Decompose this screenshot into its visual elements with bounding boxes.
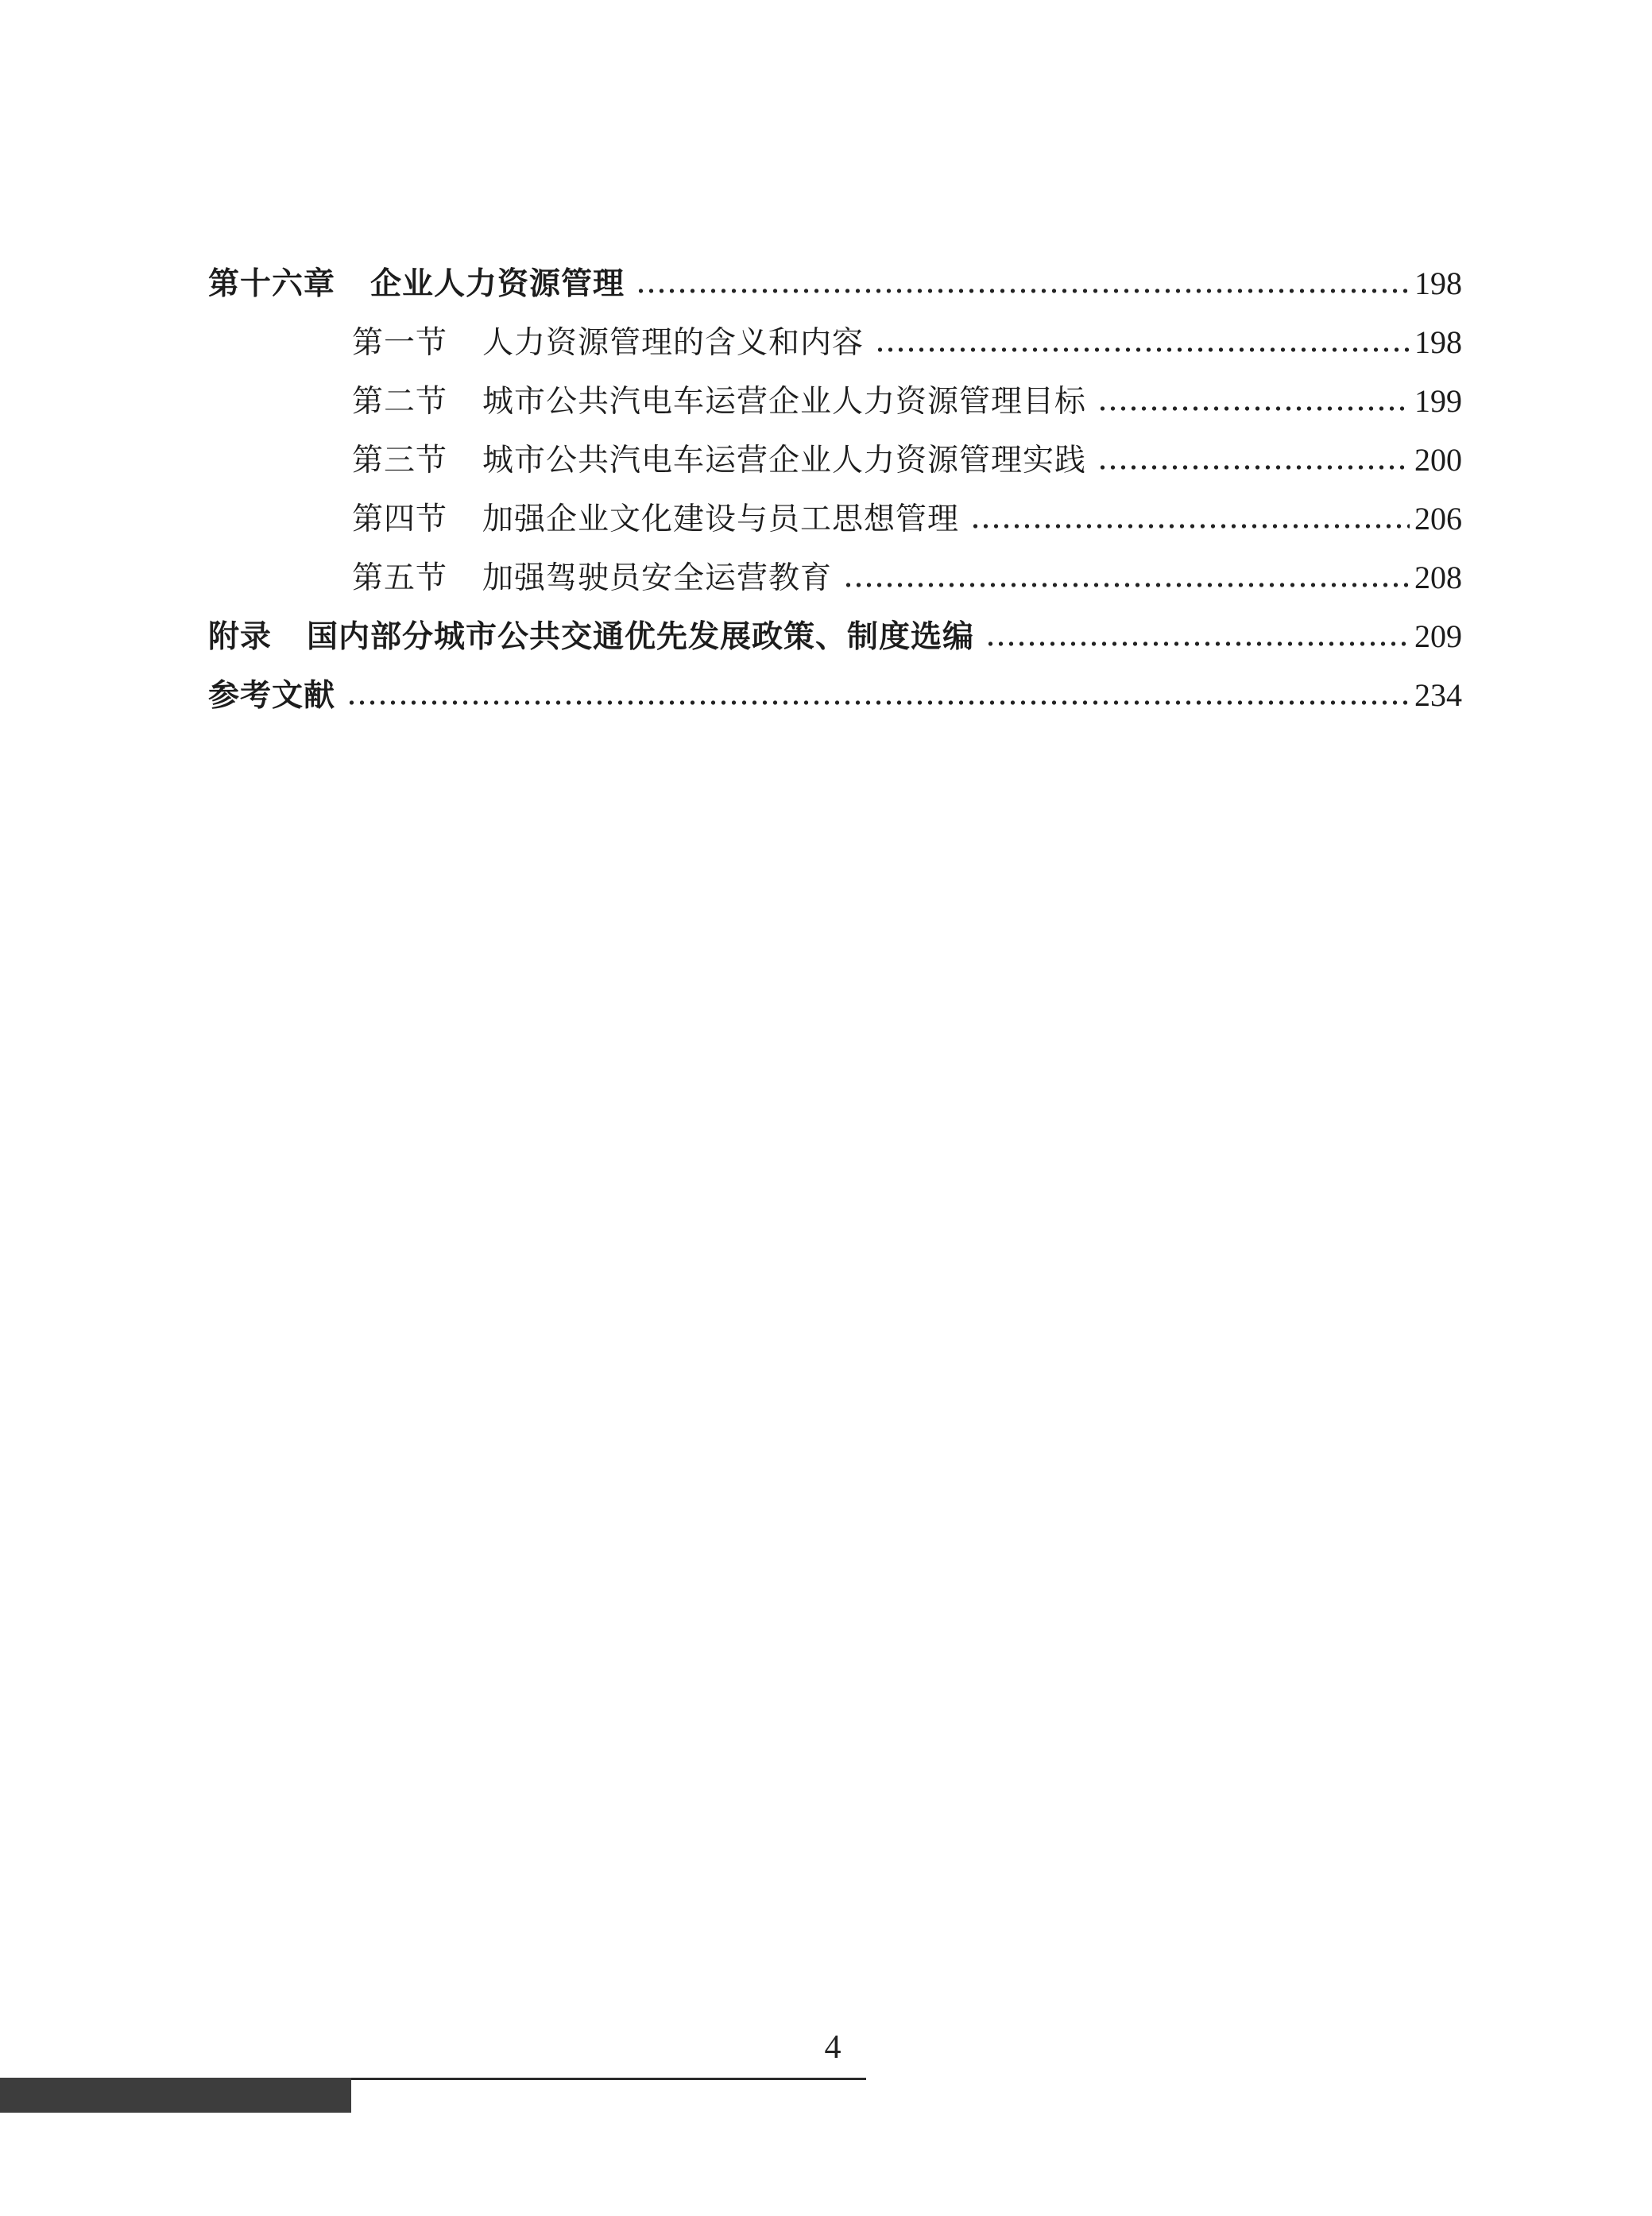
toc-entry-label xyxy=(352,490,959,549)
toc-entry-page-number: 206 xyxy=(1414,501,1462,537)
dot-leader xyxy=(843,582,1410,588)
toc-entry-label xyxy=(208,667,335,726)
toc-entry-chapter-16[interactable] xyxy=(208,254,1462,313)
toc-entry-section-5[interactable] xyxy=(208,548,1462,607)
toc-entry-title: 加强驾驶员安全运营教育 xyxy=(482,560,833,596)
toc-entry-page-number: 200 xyxy=(1414,442,1462,478)
toc-entry-page-number: 199 xyxy=(1414,383,1462,419)
toc-entry-prefix: 第三节 xyxy=(352,443,448,478)
toc-entry-title: 城市公共汽电车运营企业人力资源管理实践 xyxy=(482,443,1087,478)
toc-entry-page-number: 209 xyxy=(1414,618,1462,654)
toc-entry-section-3[interactable] xyxy=(208,431,1462,490)
toc-entry-label xyxy=(352,373,1086,432)
dot-leader xyxy=(985,641,1410,647)
toc-entry-title: 加强企业文化建设与员工思想管理 xyxy=(482,502,960,537)
toc-entry-title: 人力资源管理的含义和内容 xyxy=(482,325,865,361)
toc-entry-title: 城市公共汽电车运营企业人力资源管理目标 xyxy=(482,384,1087,420)
table-of-contents xyxy=(208,254,1462,725)
toc-entry-page-number: 198 xyxy=(1414,324,1462,360)
toc-entry-prefix: 参考文献 xyxy=(208,678,336,714)
footer-bar xyxy=(0,2078,351,2113)
toc-entry-page-number: 198 xyxy=(1414,265,1462,301)
toc-entry-section-4[interactable] xyxy=(208,490,1462,548)
toc-entry-page-number: 234 xyxy=(1414,677,1462,713)
toc-entry-label xyxy=(352,549,832,608)
toc-entry-prefix: 第二节 xyxy=(352,384,448,420)
toc-entry-title: 企业人力资源管理 xyxy=(370,266,625,302)
toc-entry-label xyxy=(352,314,864,373)
toc-entry-title: 国内部分城市公共交通优先发展政策、制度选编 xyxy=(307,619,975,655)
toc-entry-references[interactable] xyxy=(208,666,1462,725)
toc-entry-prefix: 附录 xyxy=(208,619,273,655)
page-number: 4 xyxy=(824,2029,841,2066)
toc-entry-label xyxy=(208,255,625,314)
toc-entry-prefix: 第五节 xyxy=(352,560,448,596)
toc-entry-page-number: 208 xyxy=(1414,560,1462,595)
toc-entry-section-2[interactable] xyxy=(208,372,1462,431)
dot-leader xyxy=(1097,464,1410,471)
toc-entry-prefix: 第四节 xyxy=(352,502,448,537)
toc-entry-appendix[interactable] xyxy=(208,607,1462,666)
toc-entry-label xyxy=(208,608,974,667)
toc-entry-prefix: 第十六章 xyxy=(208,266,336,302)
toc-entry-label xyxy=(352,432,1086,490)
dot-leader xyxy=(875,347,1410,353)
toc-entry-prefix: 第一节 xyxy=(352,325,448,361)
toc-entry-section-1[interactable] xyxy=(208,313,1462,372)
dot-leader xyxy=(970,523,1410,529)
dot-leader xyxy=(636,288,1410,294)
dot-leader xyxy=(346,699,1410,706)
dot-leader xyxy=(1097,405,1410,412)
